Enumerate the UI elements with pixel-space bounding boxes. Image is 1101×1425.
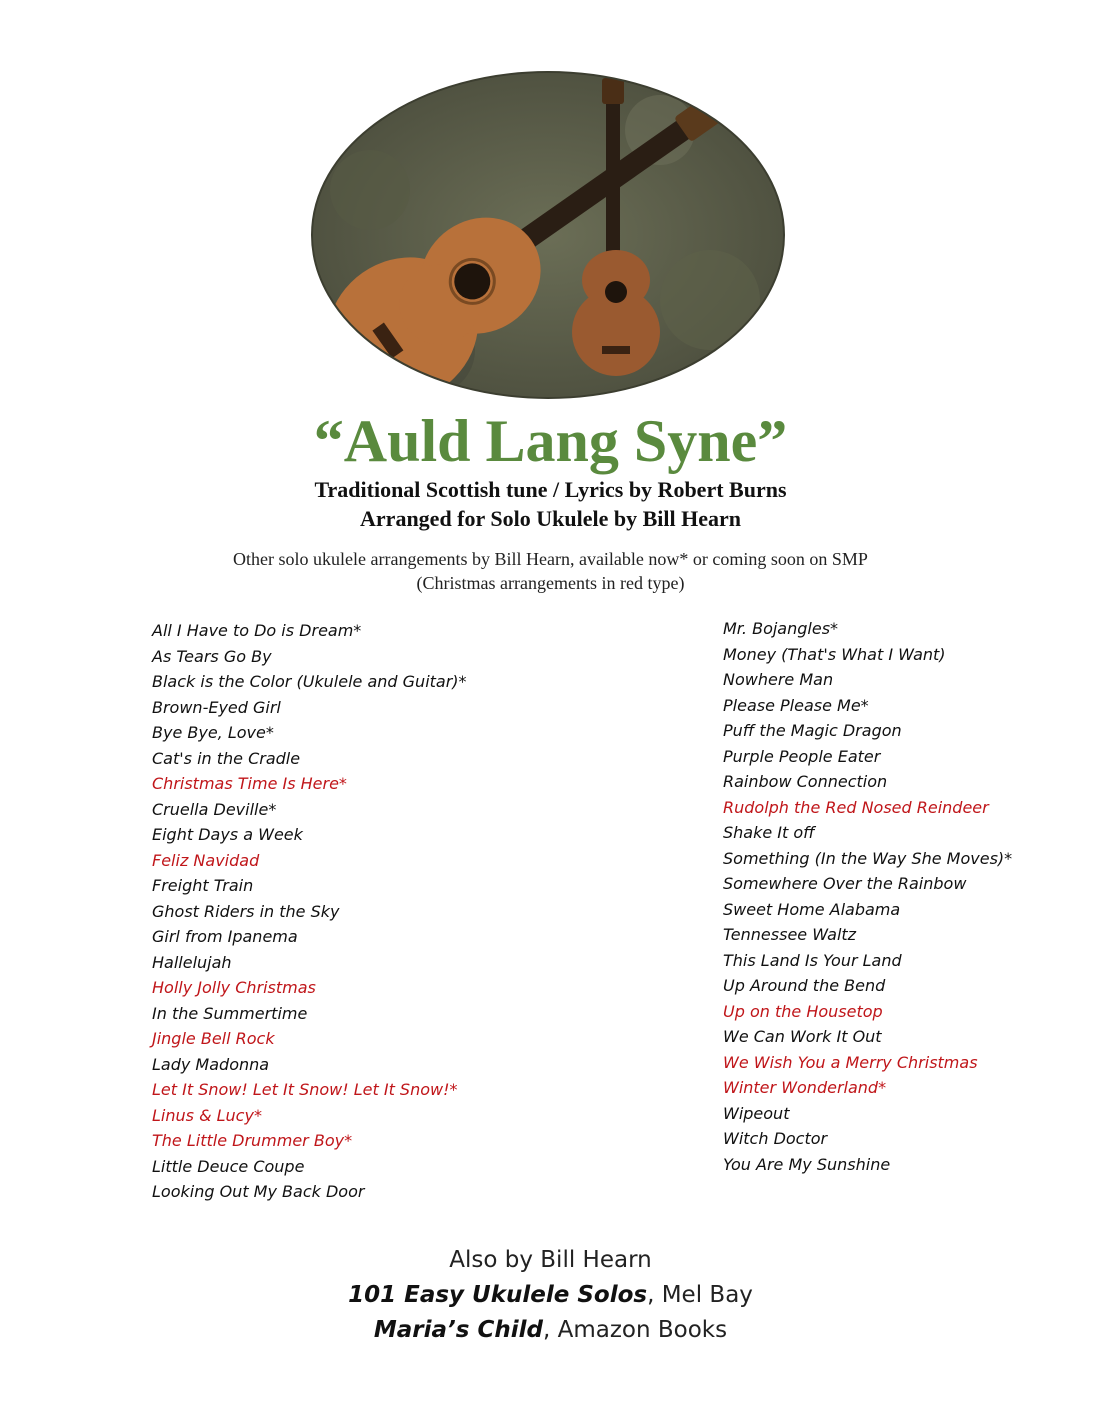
song-item: All I Have to Do is Dream* xyxy=(152,621,362,640)
song-item: We Wish You a Merry Christmas xyxy=(723,1052,978,1072)
song-item: Holly Jolly Christmas xyxy=(152,978,316,997)
song-item: As Tears Go By xyxy=(152,646,272,666)
song-item: Cat's in the Cradle xyxy=(152,748,301,768)
song-item: Mr. Bojangles* xyxy=(723,619,839,638)
song-item: Eight Days a Week xyxy=(152,825,303,844)
song-list-left xyxy=(152,618,467,1205)
song-item: Somewhere Over the Rainbow xyxy=(723,874,967,893)
song-item: Rainbow Connection xyxy=(723,772,888,791)
song-item: Something (In the Way She Moves)* xyxy=(723,848,1013,868)
also-book-2 xyxy=(0,1313,1101,1348)
song-item: Shake It off xyxy=(723,823,815,842)
song-item: Brown-Eyed Girl xyxy=(152,697,281,717)
song-item: Let It Snow! Let It Snow! Let It Snow!* xyxy=(152,1080,458,1099)
book-publisher: , Mel Bay xyxy=(647,1282,753,1308)
song-item: Lady Madonna xyxy=(152,1054,270,1074)
song-item: Sweet Home Alabama xyxy=(723,899,901,919)
song-item: Money (That's What I Want) xyxy=(723,644,946,664)
song-item: Puff the Magic Dragon xyxy=(723,721,902,740)
song-item: Linus & Lucy* xyxy=(152,1105,262,1125)
song-item: Christmas Time Is Here* xyxy=(152,774,347,793)
song-item: Looking Out My Back Door xyxy=(152,1182,365,1201)
song-item: Hallelujah xyxy=(152,952,232,972)
song-item: Freight Train xyxy=(152,876,254,895)
song-item: Witch Doctor xyxy=(723,1129,828,1148)
song-item: Cruella Deville* xyxy=(152,799,277,819)
song-item: Black is the Color (Ukulele and Guitar)* xyxy=(152,672,467,691)
song-item: Rudolph the Red Nosed Reindeer xyxy=(723,797,989,817)
song-item: In the Summertime xyxy=(152,1003,308,1023)
christmas-color-note: (Christmas arrangements in red type) xyxy=(416,573,685,593)
song-item: Feliz Navidad xyxy=(152,850,260,870)
song-item: Little Deuce Coupe xyxy=(152,1156,305,1176)
song-item: This Land Is Your Land xyxy=(723,950,902,970)
song-item: Jingle Bell Rock xyxy=(152,1029,275,1048)
song-item: Up Around the Bend xyxy=(723,976,886,995)
song-item: Please Please Me* xyxy=(723,695,869,715)
song-list-right xyxy=(723,616,1012,1177)
book-title: 101 Easy Ukulele Solos xyxy=(348,1282,648,1308)
song-item: Wipeout xyxy=(723,1103,790,1123)
song-item: Winter Wonderland* xyxy=(723,1078,887,1097)
song-item: We Can Work It Out xyxy=(723,1027,882,1046)
page-title: “Auld Lang Syne” xyxy=(313,408,788,474)
guitar-ukulele-photo xyxy=(310,70,786,400)
book-publisher: , Amazon Books xyxy=(542,1317,728,1343)
also-by-heading: Also by Bill Hearn xyxy=(449,1247,652,1273)
arrangements-note: Other solo ukulele arrangements by Bill Hearn, available now* or coming soon on SMP xyxy=(233,549,868,569)
song-item: Bye Bye, Love* xyxy=(152,723,274,742)
song-item: Tennessee Waltz xyxy=(723,925,857,944)
also-book-1 xyxy=(0,1278,1101,1313)
song-item: Purple People Eater xyxy=(723,746,881,766)
book-title: Maria’s Child xyxy=(373,1317,543,1343)
song-item: The Little Drummer Boy* xyxy=(152,1131,353,1150)
song-item: Up on the Housetop xyxy=(723,1001,883,1021)
song-item: Ghost Riders in the Sky xyxy=(152,901,340,921)
song-item: Nowhere Man xyxy=(723,670,834,689)
subtitle-arranger: Arranged for Solo Ukulele by Bill Hearn xyxy=(360,506,741,531)
song-item: Girl from Ipanema xyxy=(152,927,298,946)
song-item: You Are My Sunshine xyxy=(723,1154,891,1174)
subtitle-origin: Traditional Scottish tune / Lyrics by Robert Burns xyxy=(314,477,787,502)
